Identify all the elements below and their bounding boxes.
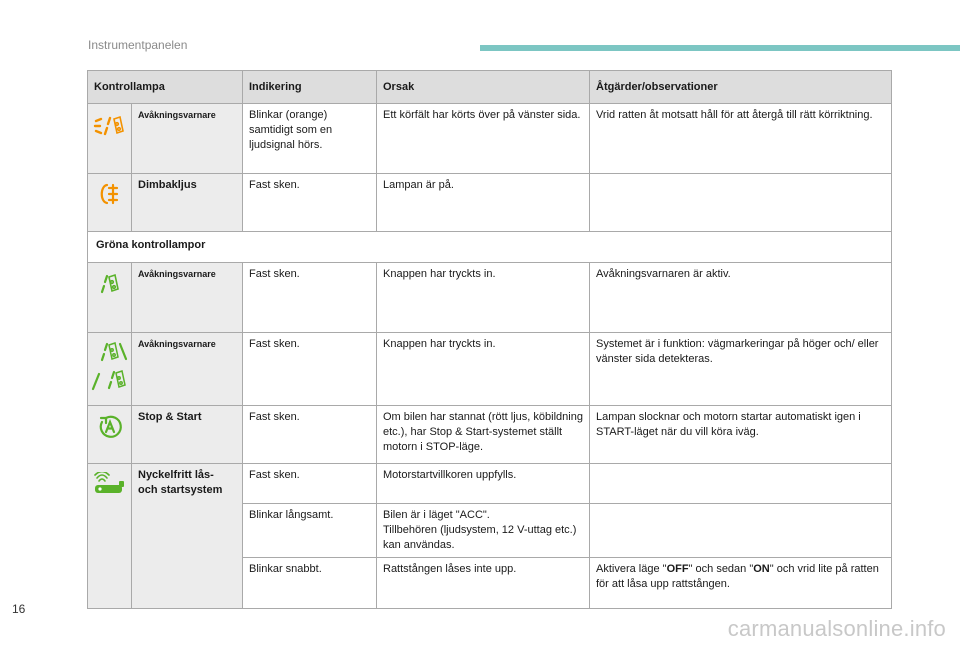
lamp-name: Avåkningsvarnare — [132, 104, 243, 174]
action-cell — [590, 464, 892, 504]
action-cell: Systemet är i funktion: vägmarkeringar på höger och/ eller vänster sida detekteras. — [590, 333, 892, 406]
table-row — [88, 263, 892, 333]
table-row — [88, 406, 892, 464]
lamp-icon-cell — [88, 464, 132, 609]
lamp-icon-cell — [88, 263, 132, 333]
lamp-icon-cell — [88, 174, 132, 232]
indication-cell: Fast sken. — [243, 263, 377, 333]
indication-cell: Fast sken. — [243, 406, 377, 464]
indication-cell: Fast sken. — [243, 333, 377, 406]
lamp-name: Dimbakljus — [132, 174, 243, 232]
action-text: " och sedan " — [688, 563, 754, 575]
lamp-name: Avåkningsvarnare — [132, 263, 243, 333]
action-text: " och vrid lite på ratten för att låsa upp rattstången. — [596, 563, 879, 590]
column-header-cause: Orsak — [377, 71, 590, 104]
indication-cell: Fast sken. — [243, 174, 377, 232]
cause-cell: Motorstartvillkoren uppfylls. — [377, 464, 590, 504]
cause-cell: Om bilen har stannat (rött ljus, köbildning etc.), har Stop & Start-systemet ställt motorn i STOP-läge. — [377, 406, 590, 464]
table-header-row — [88, 71, 892, 104]
lamp-name: Nyckelfritt lås- och startsystem — [132, 464, 243, 609]
action-cell: Lampan slocknar och motorn startar automatiskt igen i START-läget när du vill köra iväg. — [590, 406, 892, 464]
column-header-lamp: Kontrollampa — [88, 71, 243, 104]
cause-cell: Lampan är på. — [377, 174, 590, 232]
lane-departure-warning-orange-icon — [93, 129, 127, 141]
lane-departure-warning-green-icon — [99, 286, 121, 298]
table-row — [88, 104, 892, 174]
mode-on-label: ON — [753, 563, 770, 575]
warning-lamps-table — [87, 70, 892, 609]
indication-cell: Blinkar (orange) samtidigt som en ljudsignal hörs. — [243, 104, 377, 174]
cause-cell: Rattstången låses inte upp. — [377, 558, 590, 609]
lamp-icon-cell — [88, 104, 132, 174]
lamp-icon-cell — [88, 406, 132, 464]
action-cell — [590, 558, 892, 609]
section-title: Instrumentpanelen — [88, 38, 188, 52]
watermark: carmanualsonline.info — [727, 616, 946, 641]
page-number: 16 — [12, 602, 26, 616]
cause-line: Bilen är i läget "ACC". — [383, 509, 490, 521]
action-cell — [590, 174, 892, 232]
mode-off-label: OFF — [666, 563, 689, 575]
lamp-name: Avåkningsvarnare — [132, 333, 243, 406]
header-accent-bar — [480, 45, 960, 51]
indication-cell: Blinkar långsamt. — [243, 504, 377, 558]
lamp-name: Stop & Start — [132, 406, 243, 464]
indication-cell: Blinkar snabbt. — [243, 558, 377, 609]
stop-start-icon — [97, 431, 123, 443]
cause-cell: Ett körfält har körts över på vänster sida. — [377, 104, 590, 174]
column-header-indication: Indikering — [243, 71, 377, 104]
cause-cell: Knappen har tryckts in. — [377, 333, 590, 406]
action-text: Aktivera läge " — [596, 563, 667, 575]
section-heading-row — [88, 232, 892, 263]
cause-cell — [377, 504, 590, 558]
indication-cell: Fast sken. — [243, 464, 377, 504]
action-cell: Vrid ratten åt motsatt håll för att återgå till rätt körriktning. — [590, 104, 892, 174]
rear-fog-light-icon — [95, 197, 125, 209]
lamp-icon-cell — [88, 333, 132, 406]
cause-cell: Knappen har tryckts in. — [377, 263, 590, 333]
green-lamps-heading: Gröna kontrollampor — [88, 232, 892, 263]
lane-markings-detected-icon — [90, 382, 130, 394]
table-row — [88, 333, 892, 406]
column-header-action: Åtgärder/observationer — [590, 71, 892, 104]
action-cell — [590, 504, 892, 558]
cause-line: Tillbehören (ljudsystem, 12 V-uttag etc.) kan användas. — [383, 524, 577, 551]
keyless-start-icon — [92, 487, 128, 499]
action-cell: Avåkningsvarnaren är aktiv. — [590, 263, 892, 333]
table-row — [88, 464, 892, 504]
table-row — [88, 174, 892, 232]
